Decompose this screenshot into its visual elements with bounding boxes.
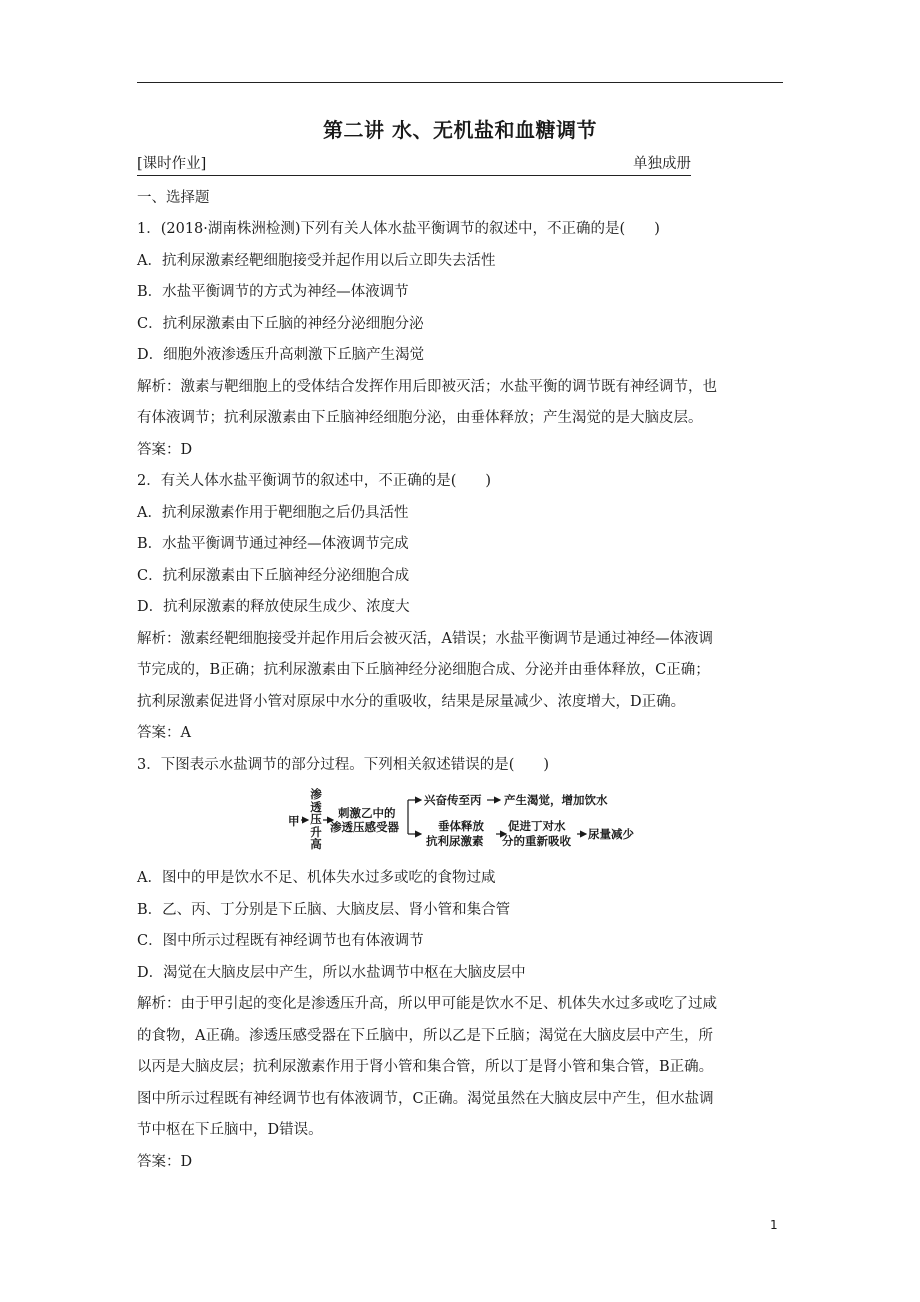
diagram-bot2: 抗利尿激素 [426,834,484,848]
header-right: 单独成册 [633,156,691,172]
header-left: [课时作业] [137,156,207,172]
text-line: 以丙是大脑皮层；抗利尿激素作用于肾小管和集合管，所以丁是肾小管和集合管，B正确。 [137,1059,714,1075]
text-line: 解析：由于甲引起的变化是渗透压升高，所以甲可能是饮水不足、机体失水过多或吃了过咸 [137,996,717,1012]
text-line: 节完成的，B正确；抗利尿激素由下丘脑神经分泌细胞合成、分泌并由垂体释放，C正确； [137,662,710,678]
text-line: 解析：激素经靶细胞接受并起作用后会被灭活，A错误；水盐平衡调节是通过神经—体液调 [137,631,713,647]
section-heading: 一、选择题 [137,190,210,206]
page-number: 1 [770,1218,778,1232]
header-row [137,154,691,176]
text-line: 答案：D [137,1154,193,1170]
diagram-top1: 兴奋传至丙 [424,793,482,807]
text-line: 1．(2018·湖南株洲检测)下列有关人体水盐平衡调节的叙述中，不正确的是( ) [137,221,660,237]
text-line: 2．有关人体水盐平衡调节的叙述中，不正确的是( ) [137,473,492,489]
text-line: C．图中所示过程既有神经调节也有体液调节 [137,933,424,949]
text-line: 节中枢在下丘脑中，D错误。 [137,1122,323,1138]
text-line: B．乙、丙、丁分别是下丘脑、大脑皮层、肾小管和集合管 [137,902,511,918]
text-line: 3．下图表示水盐调节的部分过程。下列相关叙述错误的是( ) [137,757,550,773]
diagram-bot4: 尿量减少 [588,827,634,841]
text-line: D．细胞外液渗透压升高刺激下丘脑产生渴觉 [137,347,425,363]
text-line: A．抗利尿激素经靶细胞接受并起作用以后立即失去活性 [137,253,496,269]
text-line: B．水盐平衡调节通过神经—体液调节完成 [137,536,409,552]
text-line: D．渴觉在大脑皮层中产生，所以水盐调节中枢在大脑皮层中 [137,965,526,981]
top-rule [137,82,783,83]
text-line: 答案：D [137,442,193,458]
text-line: D．抗利尿激素的释放使尿生成少、浓度大 [137,599,410,615]
diagram-bot3-line1: 促进丁对水 [508,819,566,833]
text-line: C．抗利尿激素由下丘脑的神经分泌细胞分泌 [137,316,424,332]
diagram-box1-line1: 刺激乙中的 [338,806,396,820]
text-line: 答案：A [137,725,191,741]
text-line: A．抗利尿激素作用于靶细胞之后仍具活性 [137,505,409,521]
text-line: 的食物，A正确。渗透压感受器在下丘脑中，所以乙是下丘脑；渴觉在大脑皮层中产生，所 [137,1028,713,1044]
text-line: 有体液调节；抗利尿激素由下丘脑神经细胞分泌，由垂体释放；产生渴觉的是大脑皮层。 [137,410,703,426]
flow-diagram [286,788,646,852]
text-line: 图中所示过程既有神经调节也有体液调节，C正确。渴觉虽然在大脑皮层中产生，但水盐调 [137,1091,714,1107]
diagram-vertical-label: 渗透压升高 [310,787,322,851]
text-line: B．水盐平衡调节的方式为神经—体液调节 [137,284,409,300]
diagram-box1-line2: 渗透压感受器 [330,820,399,834]
text-line: A．图中的甲是饮水不足、机体失水过多或吃的食物过咸 [137,870,496,886]
text-line: C．抗利尿激素由下丘脑神经分泌细胞合成 [137,568,410,584]
diagram-bot3-line2: 分的重新吸收 [502,834,571,848]
text-line: 解析：激素与靶细胞上的受体结合发挥作用后即被灭活；水盐平衡的调节既有神经调节，也 [137,379,717,395]
text-line: 抗利尿激素促进肾小管对原尿中水分的重吸收，结果是尿量减少、浓度增大，D正确。 [137,694,686,710]
page-title: 第二讲 水、无机盐和血糖调节 [323,118,597,142]
diagram-top2: 产生渴觉，增加饮水 [504,793,608,807]
diagram-jia: 甲 [288,814,300,828]
diagram-bot1: 垂体释放 [438,819,484,833]
